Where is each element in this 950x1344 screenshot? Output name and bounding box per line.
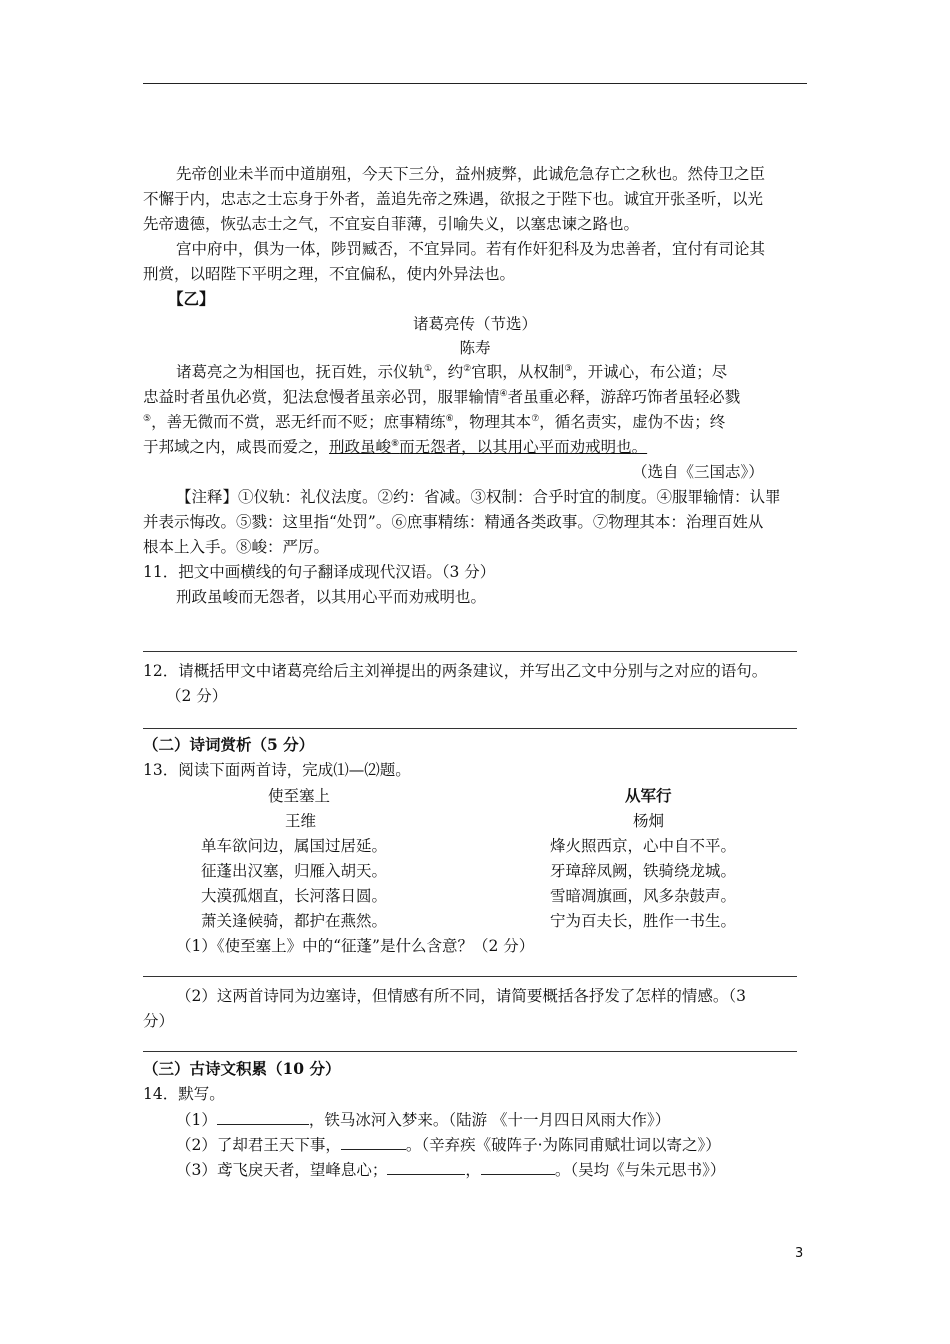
- notes-line2: 并表示悔改。⑤戮：这里指“处罚”。⑥庶事精练：精通各类政事。⑦物理其本：治理百姓从: [143, 513, 764, 531]
- q13-2-prompt-line1: （2）这两首诗同为边塞诗，但情感有所不同，请简要概括各抒发了怎样的情感。（3: [176, 987, 746, 1005]
- note-ref-5: ⑤: [143, 413, 152, 424]
- yi-line3-b: ，物理其本: [453, 413, 532, 431]
- poem2-line3: 雪暗凋旗画，风多杂鼓声。: [550, 887, 737, 905]
- note-ref-3: ③: [564, 363, 573, 374]
- underlined-part2: 而无怨者，以其用心平而劝戒明也。: [399, 438, 648, 456]
- page-number: 3: [795, 1246, 804, 1261]
- jia-p2-line1: 宫中府中，俱为一体，陟罚臧否，不宜异同。若有作奸犯科及为忠善者，宜付有司论其: [176, 240, 766, 258]
- notes-line3: 根本上入手。⑧峻：严厉。: [143, 538, 330, 556]
- q11-sentence: 刑政虽峻而无怨者，以其用心平而劝戒明也。: [176, 588, 487, 606]
- poem2-line1: 烽火照西京，心中自不平。: [550, 837, 737, 855]
- yi-line1-a: 诸葛亮之为相国也，抚百姓，示仪轨: [176, 363, 425, 381]
- q12-prompt-line1: 12．请概括甲文中诸葛亮给后主刘禅提出的两条建议，并写出乙文中分别与之对应的语句。: [143, 662, 768, 680]
- poem2-author: 杨炯: [633, 812, 665, 830]
- q12-answer-line[interactable]: [143, 728, 797, 729]
- poem2-line2: 牙璋辞凤阙，铁骑绕龙城。: [550, 862, 737, 880]
- jia-p1-line2: 不懈于内，忠志之士忘身于外者，盖追先帝之殊遇，欲报之于陛下也。诚宜开张圣听，以光: [143, 190, 764, 208]
- poem2-line4: 宁为百夫长，胜作一书生。: [550, 912, 737, 930]
- poem1-line1: 单车欲问边，属国过居延。: [201, 837, 388, 855]
- q11-prompt: 11．把文中画横线的句子翻译成现代汉语。（3 分）: [143, 563, 496, 581]
- note-ref-8: ⑧: [391, 438, 400, 449]
- q14-prompt: 14．默写。: [143, 1085, 225, 1103]
- yi-line1: [176, 361, 727, 383]
- q14-item3-text-after: 。（吴均《与朱元思书》）: [554, 1161, 726, 1179]
- q14-item2: [176, 1134, 721, 1156]
- yi-line2-b: 者虽重必释，游辞巧饰者虽轻必戮: [507, 388, 741, 406]
- section2-heading: （二）诗词赏析（5 分）: [143, 735, 315, 754]
- q11-answer-line[interactable]: [143, 651, 797, 652]
- header-rule: [143, 83, 807, 84]
- q13-2-answer-line[interactable]: [143, 1051, 797, 1052]
- yi-line2-a: 忠益时者虽仇必赏，犯法怠慢者虽亲必罚，服罪输情: [143, 388, 500, 406]
- yi-line4: [143, 436, 647, 458]
- section3-heading: （三）古诗文积累（10 分）: [143, 1059, 341, 1078]
- poem1-line4: 萧关逢候骑，都护在燕然。: [201, 912, 388, 930]
- yi-line3-c: ，循名责实，虚伪不齿；终: [539, 413, 726, 431]
- yi-line3-a: ，善无微而不赏，恶无纤而不贬；庶事精练: [151, 413, 446, 431]
- q14-item3-blank2[interactable]: [481, 1160, 555, 1175]
- jia-p2-line2: 刑赏，以昭陛下平明之理，不宜偏私，使内外异法也。: [143, 265, 516, 283]
- q14-item2-blank[interactable]: [341, 1135, 406, 1150]
- q13-1-answer-line[interactable]: [143, 976, 797, 977]
- underlined-sentence: [329, 438, 647, 456]
- jia-p1-line3: 先帝遗德，恢弘志士之气，不宜妄自菲薄，引喻失义，以塞忠谏之路也。: [143, 215, 640, 233]
- poem1-title: 使至塞上: [268, 787, 331, 805]
- poem2-title: 从军行: [625, 786, 672, 805]
- q14-item3-text-before: （3）鸢飞戾天者，望峰息心；: [176, 1161, 388, 1179]
- yi-source: （选自《三国志》）: [632, 463, 764, 481]
- yi-line3: [143, 411, 725, 433]
- q13-prompt: 13．阅读下面两首诗，完成⑴—⑵题。: [143, 761, 411, 779]
- q13-1-prompt: （1）《使至塞上》中的“征蓬”是什么含意？（2 分）: [176, 937, 535, 955]
- poem1-line2: 征蓬出汉塞，归雁入胡天。: [201, 862, 388, 880]
- q14-item1: [176, 1109, 670, 1131]
- note-ref-6: ⑥: [445, 413, 454, 424]
- note-ref-4: ④: [499, 388, 508, 399]
- yi-line1-d: ，开诚心，布公道；尽: [572, 363, 728, 381]
- yi-title: 诸葛亮传（节选）: [412, 315, 537, 333]
- note-ref-7: ⑦: [531, 413, 540, 424]
- poem1-author: 王维: [285, 812, 317, 830]
- yi-line2: [143, 386, 740, 408]
- q14-item3-comma: ，: [465, 1161, 481, 1179]
- q14-item3-blank1[interactable]: [387, 1160, 465, 1175]
- yi-label: 【乙】: [168, 289, 215, 308]
- q14-item2-text-after: 。（辛弃疾《破阵子·为陈同甫赋壮词以寄之》）: [405, 1136, 721, 1154]
- q14-item2-text-before: （2）了却君王天下事，: [176, 1136, 341, 1154]
- yi-author: 陈寿: [459, 339, 491, 357]
- yi-line4-a: 于邦域之内，咸畏而爱之，: [143, 438, 330, 456]
- notes-line1: 【注释】①仪轨：礼仪法度。②约：省减。③权制：合乎时宜的制度。④服罪输情：认罪: [176, 488, 781, 506]
- q14-item3: [176, 1159, 725, 1181]
- jia-p1-line1: 先帝创业未半而中道崩殂，今天下三分，益州疲弊，此诚危急存亡之秋也。然侍卫之臣: [176, 165, 766, 183]
- yi-line1-b: ，约: [432, 363, 464, 381]
- q13-2-prompt-line2: 分）: [143, 1012, 175, 1030]
- q12-prompt-line2: （2 分）: [166, 687, 228, 705]
- q14-item1-text: ，铁马冰河入梦来。（陆游 《十一月四日风雨大作》）: [308, 1111, 671, 1129]
- q14-item1-blank[interactable]: [217, 1110, 309, 1125]
- note-ref-1: ①: [424, 363, 433, 374]
- underlined-part1: 刑政虽峻: [329, 438, 392, 456]
- note-ref-2: ②: [463, 363, 472, 374]
- yi-line1-c: 官职，从权制: [471, 363, 565, 381]
- poem1-line3: 大漠孤烟直，长河落日圆。: [201, 887, 388, 905]
- q14-item1-number: （1）: [176, 1111, 217, 1129]
